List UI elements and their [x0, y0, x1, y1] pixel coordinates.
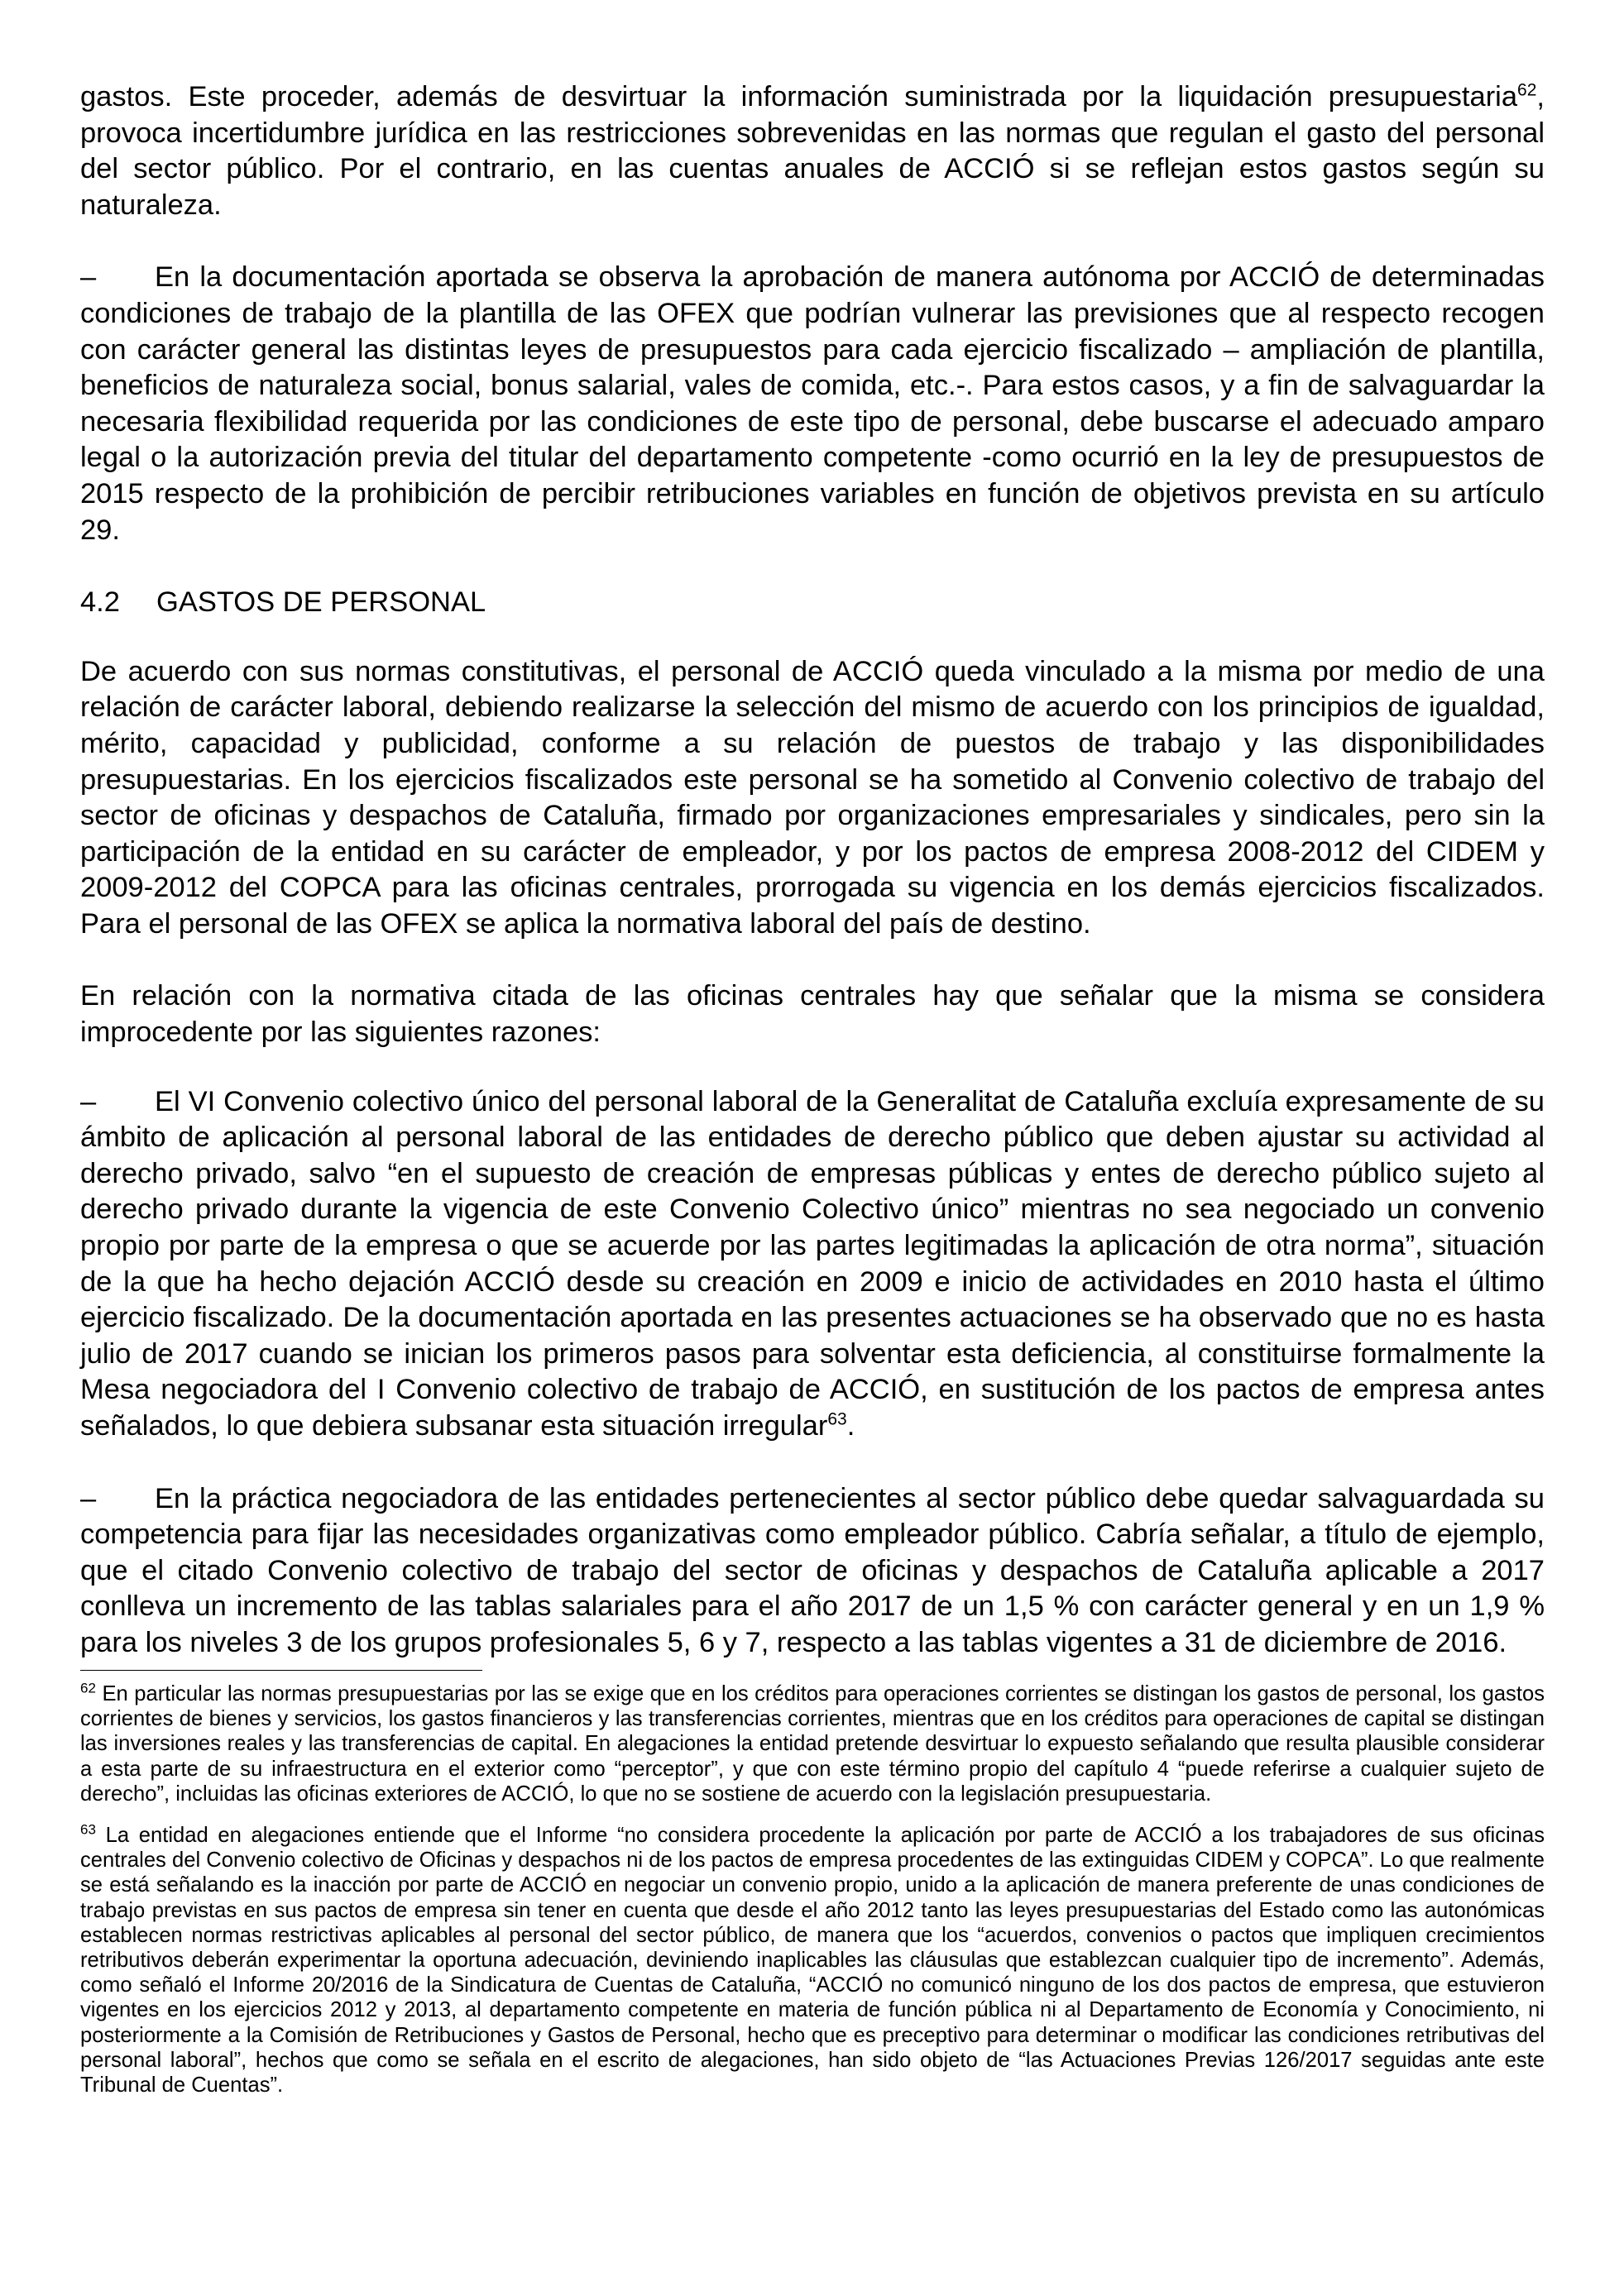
document-body	[80, 79, 1545, 1698]
paragraph-normativa-intro: En relación con la normativa citada de las oficinas centrales hay que señalar que la misma se considera improcedente por las siguientes razones:	[80, 980, 1545, 1049]
paragraph-text: gastos. Este proceder, además de desvirtuar la información suministrada por la liquidación presupuestaria	[80, 81, 1518, 112]
footnote-63	[80, 1823, 1545, 2097]
dash-bullet: –	[80, 1085, 97, 1117]
footnote-ref-63[interactable]: 63	[827, 1409, 847, 1429]
dash-bullet: –	[80, 1482, 97, 1514]
footnote-text: La entidad en alegaciones entiende que el Informe “no considera procedente la aplicación por parte de ACCIÓ a los trabajadores de sus oficinas centrales del Convenio colectivo de Oficinas y despachos ni de los pactos de empresa procedentes de las extinguidas CIDEM y COPCA”. Lo que realmente se está señalando es la inacción por parte de ACCIÓ en negociar un convenio propio, unido a la aplicación de manera preferente de unas condiciones de trabajo previstas en sus pactos de empresa sin tener en cuenta que desde el año 2012 tanto las leyes presupuestarias del Estado como las autonómicas establecen normas restrictivas aplicables al personal del sector público, de manera que los “acuerdos, convenios o pactos que impliquen crecimientos retributivos deberán experimentar la oportuna adecuación, deviniendo inaplicables las cláusulas que establezcan cualquier tipo de incremento”. Además, como señaló el Informe 20/2016 de la Sindicatura de Cuentas de Cataluña, “ACCIÓ no comunicó ninguno de los dos pactos de empresa, que estuvieron vigentes en los ejercicios 2012 y 2013, al departamento competente en materia de función pública ni al Departamento de Economía y Conocimiento, ni posteriormente a la Comisión de Retribuciones y Gastos de Personal, hecho que es preceptivo para determinar o modificar las condiciones retributivas del personal laboral”, hechos que como se señala en el escrito de alegaciones, han sido objeto de “las Actuaciones Previas 126/2017 seguidas ante este Tribunal de Cuentas”.	[80, 1824, 1545, 2097]
bullet-paragraph-ofex-conditions	[80, 260, 1545, 548]
bullet-paragraph-vi-convenio	[80, 1084, 1545, 1445]
footnotes	[80, 1681, 1545, 2114]
section-title: GASTOS DE PERSONAL	[156, 586, 486, 619]
paragraph-personal-relation: De acuerdo con sus normas constitutivas, el personal de ACCIÓ queda vinculado a la misma por medio de una relación de carácter laboral, debiendo realizarse la selección del mismo de acuerdo con los principios de igualdad, mérito, capacidad y publicidad, conforme a su relación de puestos de trabajo y las disponibilidades presupuestarias. En los ejercicios fiscalizados este personal se ha sometido al Convenio colectivo de trabajo del sector de oficinas y despachos de Cataluña, firmado por organizaciones empresariales y sindicales, pero sin la participación de la entidad en su carácter de empleador, y por los pactos de empresa 2008-2012 del CIDEM y 2009-2012 del COPCA para las oficinas centrales, prorrogada su vigencia en los demás ejercicios fiscalizados. Para el personal de las OFEX se aplica la normativa laboral del país de destino.	[80, 655, 1545, 940]
footnote-ref-62[interactable]: 62	[1517, 80, 1537, 100]
paragraph-text: El VI Convenio colectivo único del personal laboral de la Generalitat de Cataluña excluía expresamente de su ámbito de aplicación al personal laboral de las entidades de derecho público que deben ajustar su actividad al derecho privado, salvo “en el supuesto de creación de empresas públicas y entes de derecho público sujeto al derecho privado durante la vigencia de este Convenio Colectivo único” mientras no sea negociado un convenio propio por parte de la empresa o que se acuerde por las partes legitimadas la aplicación de otra norma”, situación de la que ha hecho dejación ACCIÓ desde su creación en 2009 e inicio de actividades en 2010 hasta el último ejercicio fiscalizado. De la documentación aportada en las presentes actuaciones se ha observado que no es hasta julio de 2017 cuando se inician los primeros pasos para solventar esta deficiencia, al constituirse formalmente la Mesa negociadora del I Convenio colectivo de trabajo de ACCIÓ, en sustitución de los pactos de empresa antes señalados, lo que debiera subsanar esta situación irregular	[80, 1085, 1545, 1442]
footnote-62	[80, 1681, 1545, 1806]
paragraph-text: .	[846, 1410, 855, 1442]
footnote-number: 62	[80, 1680, 96, 1696]
paragraph-text: En la práctica negociadora de las entidades pertenecientes al sector público debe quedar salvaguardada su competencia para fijar las necesidades organizativas como empleador público. Cabría señalar, a título de ejemplo, que el citado Convenio colectivo de trabajo del sector de oficinas y despachos de Cataluña aplicable a 2017 conlleva un incremento de las tablas salariales para el año 2017 de un 1,5 % con carácter general y en un 1,9 % para los niveles 3 de los grupos profesionales 5, 6 y 7, respecto a las tablas vigentes a 31 de diciembre de 2016.	[80, 1482, 1545, 1658]
paragraph-text: , provoca incertidumbre jurídica en las restricciones sobrevenidas en las normas que regulan el gasto del personal del sector público. Por el contrario, en las cuentas anuales de ACCIÓ si se reflejan estos gastos según su naturaleza.	[80, 81, 1545, 221]
paragraph-text: En la documentación aportada se observa la aprobación de manera autónoma por ACCIÓ de determinadas condiciones de trabajo de la plantilla de las OFEX que podrían vulnerar las previsiones que al respecto recogen con carácter general las distintas leyes de presupuestos para cada ejercicio fiscalizado – ampliación de plantilla, beneficios de naturaleza social, bonus salarial, vales de comida, etc.-. Para estos casos, y a fin de salvaguardar la necesaria flexibilidad requerida por las condiciones de este tipo de personal, debe buscarse el adecuado amparo legal o la autorización previa del titular del departamento competente -como ocurrió en la ley de presupuestos de 2015 respecto de la prohibición de percibir retribuciones variables en función de objetivos prevista en su artículo 29.	[80, 261, 1545, 546]
section-heading	[80, 585, 1545, 621]
footnote-number: 63	[80, 1821, 96, 1838]
dash-bullet: –	[80, 261, 97, 294]
footnote-text: En particular las normas presupuestarias por las se exige que en los créditos para operaciones corrientes se distingan los gastos de personal, los gastos corrientes de bienes y servicios, los gastos financieros y las transferencias corrientes, mientras que en los créditos para operaciones de capital se distingan las inversiones reales y las transferencias de capital. En alegaciones la entidad pretende desvirtuar lo expuesto señalando que resulta plausible considerar a esta parte de su infraestructura en el exterior como “perceptor”, y que con este término propio del capítulo 4 “puede referirse a cualquier sujeto de derecho”, incluidas las oficinas exteriores de ACCIÓ, lo que no se sostiene de acuerdo con la legislación presupuestaria.	[80, 1682, 1545, 1806]
footnote-separator	[80, 1670, 482, 1671]
bullet-paragraph-practica-negociadora	[80, 1481, 1545, 1662]
paragraph-gastos-continuation	[80, 79, 1545, 223]
section-number: 4.2	[80, 586, 120, 619]
